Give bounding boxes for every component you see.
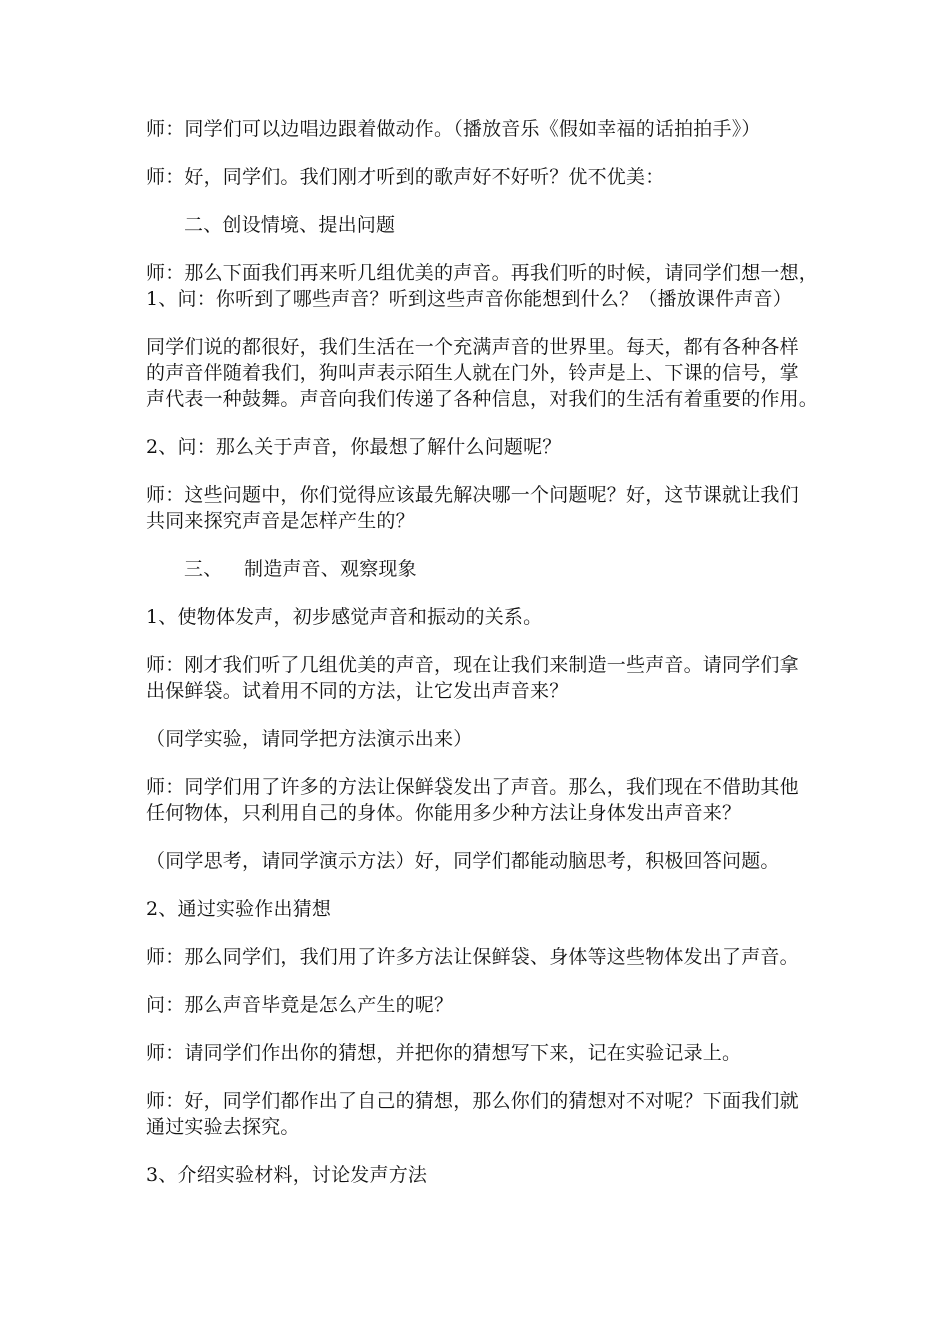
paragraph-dialogue bbox=[146, 116, 806, 142]
text-line: 共同来探究声音是怎样产生的？ bbox=[146, 510, 415, 532]
paragraph-step bbox=[146, 1162, 806, 1188]
text-line: 2、通过实验作出猜想 bbox=[146, 898, 332, 920]
text-line: 师：请同学们作出你的猜想，并把你的猜想写下来，记在实验记录上。 bbox=[146, 1042, 742, 1064]
paragraph-dialogue bbox=[146, 164, 806, 190]
section-heading-3 bbox=[146, 556, 806, 582]
text-line: 师：同学们可以边唱边跟着做动作。（播放音乐《假如幸福的话拍拍手》） bbox=[146, 118, 761, 140]
text-line: 任何物体，只利用自己的身体。你能用多少种方法让身体发出声音来？ bbox=[146, 802, 742, 824]
text-line: 1、问：你听到了哪些声音？听到这些声音你能想到什么？（播放课件声音） bbox=[146, 288, 792, 310]
text-line: 师：那么下面我们再来听几组优美的声音。再我们听的时候，请同学们想一想， bbox=[146, 262, 819, 284]
document-body bbox=[146, 116, 819, 1210]
text-line: 2、问：那么关于声音，你最想了解什么问题呢？ bbox=[146, 436, 562, 458]
paragraph-body bbox=[146, 334, 819, 412]
heading-text: 制造声音、观察现象 bbox=[244, 558, 417, 580]
text-line: 同学们说的都很好，我们生活在一个充满声音的世界里。每天，都有各种各样 bbox=[146, 336, 799, 358]
paragraph-step bbox=[146, 896, 806, 922]
text-line: 师：好，同学们都作出了自己的猜想，那么你们的猜想对不对呢？下面我们就 bbox=[146, 1090, 799, 1112]
paragraph-dialogue bbox=[146, 260, 819, 312]
text-line: 3、介绍实验材料，讨论发声方法 bbox=[146, 1164, 428, 1186]
paragraph-note bbox=[146, 726, 806, 752]
paragraph-question bbox=[146, 992, 806, 1018]
text-line: 师：好，同学们。我们刚才听到的歌声好不好听？优不优美： bbox=[146, 166, 665, 188]
paragraph-note bbox=[146, 848, 806, 874]
paragraph-dialogue bbox=[146, 1088, 806, 1140]
text-line: （同学思考，请同学演示方法）好，同学们都能动脑思考，积极回答问题。 bbox=[146, 850, 780, 872]
text-line: 问：那么声音毕竟是怎么产生的呢？ bbox=[146, 994, 454, 1016]
paragraph-dialogue bbox=[146, 1040, 806, 1066]
paragraph-question bbox=[146, 434, 806, 460]
heading-line bbox=[184, 556, 806, 582]
paragraph-dialogue bbox=[146, 774, 806, 826]
text-line: 师：这些问题中，你们觉得应该最先解决哪一个问题呢？好，这节课就让我们 bbox=[146, 484, 799, 506]
section-heading-2 bbox=[146, 212, 806, 238]
paragraph-dialogue bbox=[146, 944, 806, 970]
text-line: 1、使物体发声，初步感觉声音和振动的关系。 bbox=[146, 606, 543, 628]
text-line: 师：刚才我们听了几组优美的声音，现在让我们来制造一些声音。请同学们拿 bbox=[146, 654, 799, 676]
text-line: 师：那么同学们，我们用了许多方法让保鲜袋、身体等这些物体发出了声音。 bbox=[146, 946, 799, 968]
paragraph-dialogue bbox=[146, 652, 806, 704]
paragraph-dialogue bbox=[146, 482, 806, 534]
text-line: 出保鲜袋。试着用不同的方法，让它发出声音来？ bbox=[146, 680, 569, 702]
text-line: 的声音伴随着我们，狗叫声表示陌生人就在门外，铃声是上、下课的信号，掌 bbox=[146, 362, 799, 384]
heading-text: 二、创设情境、提出问题 bbox=[184, 214, 396, 236]
text-line: 通过实验去探究。 bbox=[146, 1116, 300, 1138]
heading-number: 三、 bbox=[184, 558, 223, 580]
paragraph-step bbox=[146, 604, 806, 630]
text-line: 声代表一种鼓舞。声音向我们传递了各种信息，对我们的生活有着重要的作用。 bbox=[146, 388, 819, 410]
text-line: 师：同学们用了许多的方法让保鲜袋发出了声音。那么，我们现在不借助其他 bbox=[146, 776, 799, 798]
text-line: （同学实验，请同学把方法演示出来） bbox=[146, 728, 473, 750]
